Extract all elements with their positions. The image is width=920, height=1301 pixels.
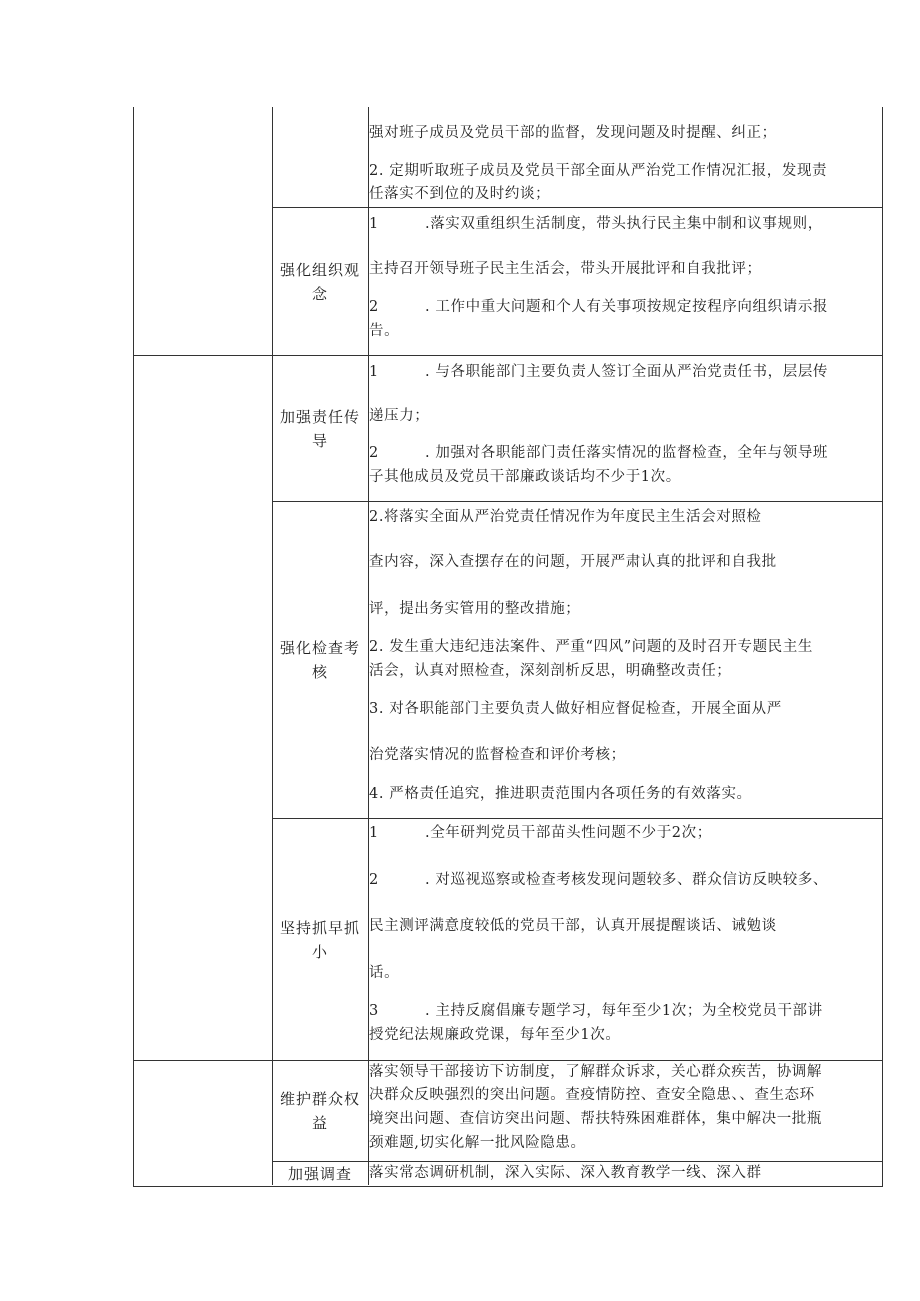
r5-item2-text: . 对巡视巡察或检查考核发现问题较多、群众信访反映较多、 — [425, 872, 829, 888]
r5-label: 坚持抓早抓小 — [279, 918, 360, 961]
r5-item1-text: .全年研判党员干部苗头性问题不少于2次； — [425, 825, 712, 841]
r3-label: 加强责任传导 — [279, 407, 360, 450]
r5-item3-num: 3 — [369, 1003, 379, 1019]
r3-item2 — [369, 442, 828, 464]
r6-line: 落实领导干部接访下访制度，了解群众诉求，关心群众疾苦，协调解 — [369, 1064, 822, 1080]
r4-line: 活会，认真对照检查，深刻剖析反思，明确整改责任； — [369, 663, 732, 679]
r5-item2-cont: 话。 — [369, 965, 400, 981]
row-divider — [272, 818, 882, 819]
r7-line: 落实常态调研机制，深入实际、深入教育教学一线、深入群 — [369, 1165, 762, 1181]
r5-item2 — [369, 869, 828, 891]
r2-item1 — [369, 213, 823, 235]
r5-item2-cont: 民主测评满意度较低的党员干部，认真开展提醒谈话、诫勉谈 — [369, 918, 777, 934]
r3-item2-cont: 子其他成员及党员干部廉政谈话均不少于1次。 — [369, 469, 681, 485]
r6-line: 决群众反映强烈的突出问题。查疫情防控、查安全隐患、、查生态环 — [369, 1087, 815, 1103]
r4-line: 评，提出务实管用的整改措施； — [369, 601, 581, 617]
r3-item1-text: . 与各职能部门主要负责人签订全面从严治党责任书，层层传 — [425, 364, 829, 380]
r5-item1-num: 1 — [369, 825, 379, 841]
r4-line: 4. 严格责任追究，推进职责范围内各项任务的有效落实。 — [369, 786, 752, 802]
r3-item1-cont: 递压力； — [369, 408, 430, 424]
r3-item1-num: 1 — [369, 364, 379, 380]
r3-item2-num: 2 — [369, 445, 379, 461]
r5-item1 — [369, 822, 712, 844]
r3-item2-text: . 加强对各职能部门责任落实情况的监督检查，全年与领导班 — [425, 445, 829, 461]
r5-item3-cont: 授党纪法规廉政党课，每年至少1次。 — [369, 1027, 621, 1043]
r4-line: 3. 对各职能部门主要负责人做好相应督促检查，开展全面从严 — [369, 701, 782, 717]
r1-line: 强对班子成员及党员干部的监督，发现问题及时提醒、纠正； — [369, 125, 777, 141]
r2-item2-num: 2 — [369, 299, 379, 315]
r2-item2-text: . 工作中重大问题和个人有关事项按规定按程序向组织请示报 — [425, 299, 829, 315]
r2-item1-text: .落实双重组织生活制度，带头执行民主集中制和议事规则， — [425, 216, 823, 232]
r6-line: 境突出问题、查信访突出问题、帮扶特殊困难群体，集中解决一批瓶 — [369, 1111, 822, 1127]
r4-line: 治党落实情况的监督检查和评价考核； — [369, 747, 626, 763]
r5-item3 — [369, 1000, 823, 1022]
r7-label: 加强调查 — [287, 1164, 352, 1183]
r2-item2-cont: 告。 — [369, 323, 400, 339]
r4-line: 查内容，深入查摆存在的问题，开展严肃认真的批评和自我批 — [369, 554, 777, 570]
r5-item3-text: . 主持反腐倡廉专题学习，每年至少1次；为全校党员干部讲 — [425, 1003, 823, 1019]
r2-label: 强化组织观念 — [279, 260, 360, 303]
group2-label — [138, 356, 268, 1060]
row-divider — [272, 501, 882, 502]
r6-line: 颈难题,切实化解一批风险隐患。 — [369, 1135, 586, 1151]
r2-item1-cont: 主持召开领导班子民主生活会，带头开展批评和自我批评； — [369, 261, 762, 277]
group3-label — [138, 1061, 268, 1185]
r4-line: 2.将落实全面从严治党责任情况作为年度民主生活会对照检 — [369, 509, 762, 525]
r4-line: 2. 发生重大违纪违法案件、严重“四风”问题的及时召开专题民主生 — [369, 639, 813, 655]
r6-label: 维护群众权益 — [279, 1090, 360, 1132]
r1-line: 2. 定期听取班子成员及党员干部全面从严治党工作情况汇报，发现责 — [369, 163, 828, 179]
row-divider — [272, 207, 882, 208]
col-divider-1 — [272, 107, 273, 1185]
r2-item1-num: 1 — [369, 216, 379, 232]
r2-item2 — [369, 296, 828, 318]
r3-item1 — [369, 361, 828, 383]
r5-item2-num: 2 — [369, 872, 379, 888]
r4-label: 强化检查考核 — [279, 639, 360, 681]
r1-line: 任落实不到位的及时约谈； — [369, 186, 551, 202]
plan-table — [133, 107, 883, 1187]
